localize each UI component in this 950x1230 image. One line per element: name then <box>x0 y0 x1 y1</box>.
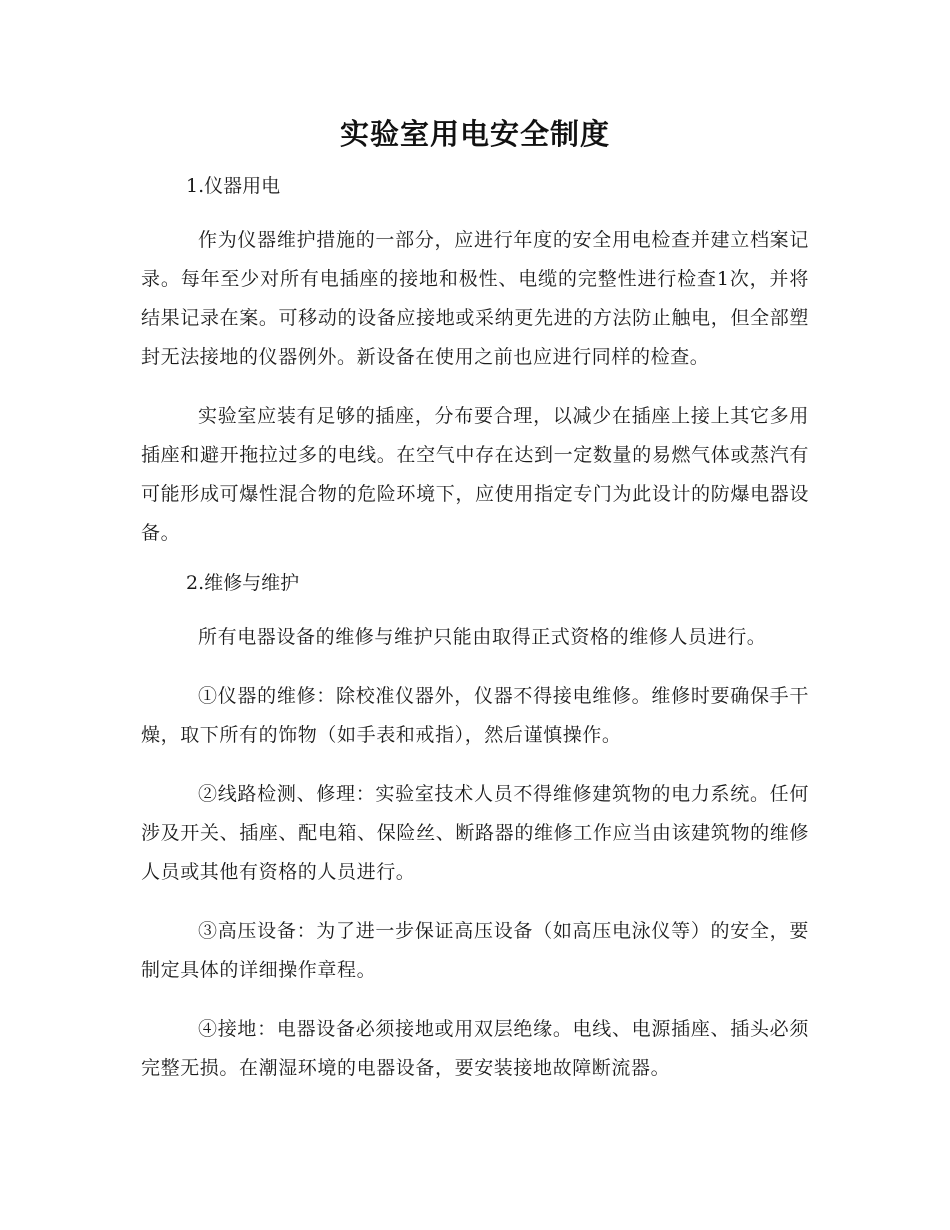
paragraph-grounding: ④接地：电器设备必须接地或用双层绝缘。电线、电源插座、插头必须完整无损。在潮湿环境的电器设备，要安装接地故障断流器。 <box>141 1018 809 1079</box>
paragraph-wiring-repair: ②线路检测、修理：实验室技术人员不得维修建筑物的电力系统。任何涉及开关、插座、配电箱、保险丝、断路器的维修工作应当由该建筑物的维修人员或其他有资格的人员进行。 <box>141 783 809 883</box>
paragraph-annual-inspection: 作为仪器维护措施的一部分，应进行年度的安全用电检查并建立档案记录。每年至少对所有电插座的接地和极性、电缆的完整性进行检查1次，并将结果记录在案。可移动的设备应接地或采纳更先进的方法防止触电，但全部塑封无法接地的仪器例外。新设备在使用之前也应进行同样的检查。 <box>141 229 809 368</box>
section-heading-repair-maintenance: 2.维修与维护 <box>186 572 300 594</box>
paragraph-sockets-explosion-proof: 实验室应装有足够的插座，分布要合理，以减少在插座上接上其它多用插座和避开拖拉过多的电线。在空气中存在达到一定数量的易燃气体或蒸汽有可能形成可爆性混合物的危险环境下，应使用指定专门为此设计的防爆电器设备。 <box>141 405 809 544</box>
paragraph-qualified-personnel: 所有电器设备的维修与维护只能由取得正式资格的维修人员进行。 <box>198 626 767 648</box>
section-heading-instrument-power: 1.仪器用电 <box>186 175 281 197</box>
paragraph-instrument-repair: ①仪器的维修：除校准仪器外，仪器不得接电维修。维修时要确保手干燥，取下所有的饰物（如手表和戒指），然后谨慎操作。 <box>141 685 809 746</box>
paragraph-high-voltage: ③高压设备：为了进一步保证高压设备（如高压电泳仪等）的安全，要制定具体的详细操作章程。 <box>141 920 809 981</box>
document-title: 实验室用电安全制度 <box>339 117 610 151</box>
document-body <box>141 112 809 1088</box>
